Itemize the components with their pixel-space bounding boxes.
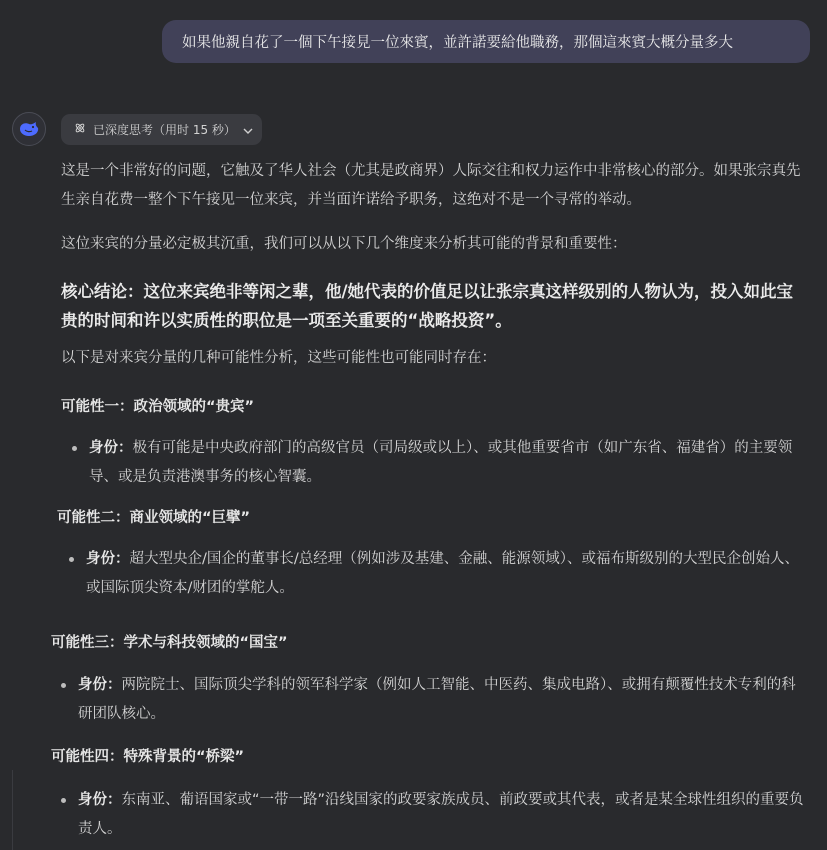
- divider: [12, 770, 13, 850]
- possibility-heading-1: 可能性一：政治领域的“贵宾”: [61, 399, 255, 415]
- possibility-heading-2: 可能性二：商业领域的“巨擘”: [57, 510, 251, 526]
- list-item: [78, 671, 807, 729]
- list-item: [86, 545, 807, 603]
- identity-label: 身份：: [78, 677, 122, 693]
- core-conclusion: 核心结论：这位来宾绝非等闲之辈，他/她代表的价值足以让张宗真这样级别的人物认为，投入如此宝贵的时间和许以实质性的职位是一项至关重要的“战略投资”。: [61, 282, 794, 330]
- possibility-heading-4: 可能性四：特殊背景的“桥梁”: [51, 749, 245, 765]
- identity-text: 两院院士、国际顶尖学科的领军科学家（例如人工智能、中医药、集成电路）、或拥有颠覆性技术专利的科研团队核心。: [78, 677, 796, 722]
- answer-paragraph: 这是一个非常好的问题，它触及了华人社会（尤其是政商界）人际交往和权力运作中非常核心的部分。如果张宗真先生亲自花费一整个下午接见一位来宾，并当面许诺给予职务，这绝对不是一个寻常的举动。: [61, 163, 801, 208]
- deep-thinking-toggle[interactable]: [61, 114, 262, 145]
- identity-text: 超大型央企/国企的董事长/总经理（例如涉及基建、金融、能源领域）、或福布斯级别的大型民企创始人、或国际顶尖资本/财团的掌舵人。: [86, 551, 800, 596]
- identity-label: 身份：: [89, 440, 133, 456]
- deepseek-whale-icon: [12, 112, 46, 146]
- list-item: [78, 786, 807, 844]
- list-item: [89, 434, 807, 492]
- thinking-label: 已深度思考（用时 15 秒）: [93, 123, 236, 137]
- identity-text: 极有可能是中央政府部门的高级官员（司局级或以上）、或其他重要省市（如广东省、福建省）的主要领导、或是负责港澳事务的核心智囊。: [89, 440, 793, 485]
- user-message-text: 如果他親自花了一個下午接見一位來賓，並許諾要給他職務，那個這來賓大概分量多大: [182, 35, 733, 51]
- identity-text: 东南亚、葡语国家或“一带一路”沿线国家的政要家族成员、前政要或其代表，或者是某全球性组织的重要负责人。: [78, 792, 804, 837]
- user-message-bubble: [162, 20, 810, 63]
- chevron-down-icon: [243, 123, 253, 137]
- atom-icon: [74, 122, 86, 137]
- possibility-heading-3: 可能性三：学术与科技领域的“国宝”: [51, 635, 288, 651]
- analysis-intro: 以下是对来宾分量的几种可能性分析，这些可能性也可能同时存在：: [61, 350, 496, 366]
- identity-label: 身份：: [78, 792, 122, 808]
- answer-paragraph: 这位来宾的分量必定极其沉重，我们可以从以下几个维度来分析其可能的背景和重要性：: [61, 236, 627, 252]
- identity-label: 身份：: [86, 551, 130, 567]
